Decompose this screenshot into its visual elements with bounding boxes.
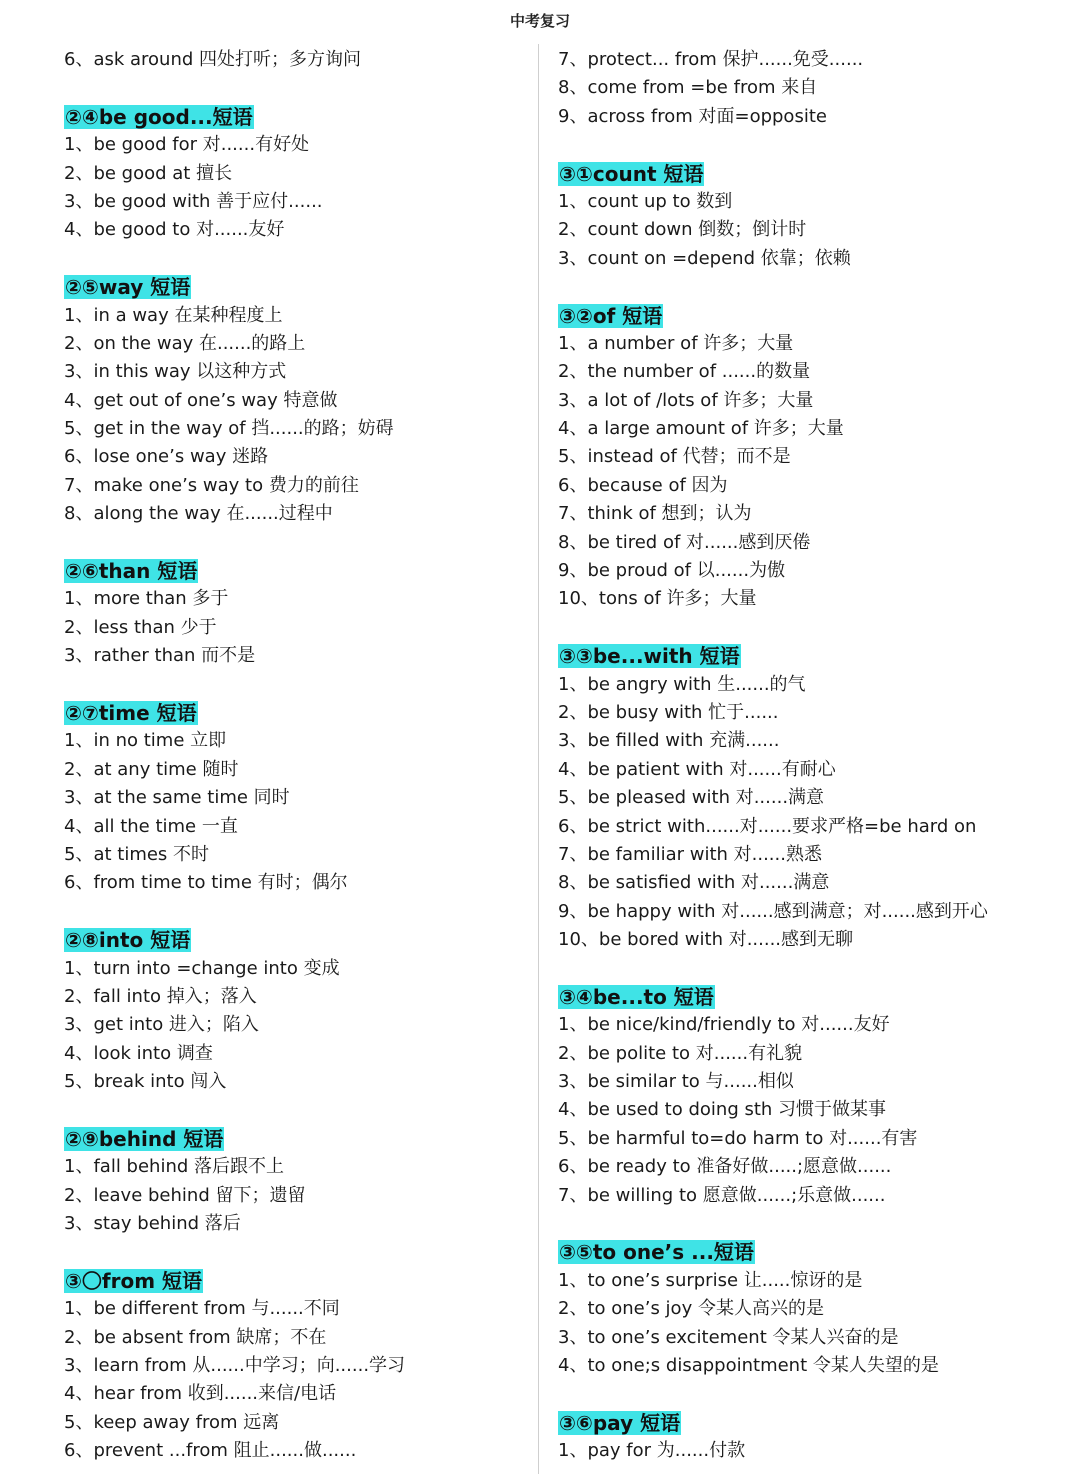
phrase-item: 6、prevent ...from 阻止......做...... [64, 1440, 357, 1462]
section-heading [64, 103, 524, 131]
section-spacer [64, 1096, 524, 1124]
phrase-item: 6、because of 因为 [558, 474, 728, 496]
section-spacer [64, 1238, 524, 1266]
phrase-item: 5、keep away from 远离 [64, 1411, 280, 1433]
phrase-item: 8、be tired of 对......感到厌倦 [558, 531, 811, 553]
phrase-item: 2、on the way 在......的路上 [64, 332, 306, 354]
phrase-item: 3、a lot of /lots of 许多；大量 [558, 389, 814, 411]
phrase-item: 2、to one’s joy 令某人高兴的是 [558, 1298, 824, 1320]
section-spacer [558, 273, 1028, 301]
section-heading [558, 1238, 1028, 1266]
section-spacer [558, 1380, 1028, 1408]
section-heading-label: ③⑥pay 短语 [559, 1410, 681, 1435]
phrase-item: 1、in a way 在某种程度上 [64, 304, 283, 326]
phrase-item: 2、fall into 掉入；落入 [64, 985, 257, 1007]
phrase-item: 1、count up to 数到 [558, 190, 733, 212]
section-heading [558, 1409, 1028, 1437]
section-heading [64, 1125, 524, 1153]
phrase-item: 1、fall behind 落后跟不上 [64, 1156, 285, 1178]
section-heading-label: ③④be...to 短语 [559, 984, 714, 1009]
phrase-item: 5、break into 闯入 [64, 1071, 227, 1093]
phrase-item: 4、be patient with 对......有耐心 [558, 758, 836, 780]
phrase-item: 2、be absent from 缺席；不在 [64, 1326, 327, 1348]
section-heading-label: ②⑧into 短语 [65, 928, 191, 953]
phrase-item: 3、be good with 善于应付...... [64, 190, 323, 212]
phrase-item: 4、be good to 对......友好 [64, 219, 285, 241]
section-heading [558, 160, 1028, 188]
phrase-item: 3、learn from 从......中学习；向......学习 [64, 1354, 406, 1376]
section-spacer [64, 898, 524, 926]
section-spacer [64, 74, 524, 102]
section-heading-label: ③〇from 短语 [65, 1268, 203, 1293]
section-heading [558, 983, 1028, 1011]
phrase-item: 3、rather than 而不是 [64, 645, 256, 667]
phrase-item: 2、be busy with 忙于...... [558, 701, 779, 723]
phrase-item: 5、be pleased with 对......满意 [558, 787, 825, 809]
section-spacer [64, 671, 524, 699]
phrase-item: 7、be willing to 愿意做......;乐意做...... [558, 1184, 886, 1206]
phrase-item: 4、to one;s disappointment 令某人失望的是 [558, 1354, 939, 1376]
phrase-item: 1、be good for 对......有好处 [64, 134, 310, 156]
section-heading [64, 699, 524, 727]
phrase-item: 6、lose one’s way 迷路 [64, 446, 269, 468]
section-spacer [558, 614, 1028, 642]
phrase-item: 7、think of 想到；认为 [558, 503, 752, 525]
phrase-item: 1、be nice/kind/friendly to 对......友好 [558, 1014, 890, 1036]
section-heading-label: ③②of 短语 [559, 303, 663, 328]
section-heading-label: ②⑤way 短语 [65, 275, 191, 300]
phrase-item: 6、ask around 四处打听；多方询问 [64, 49, 362, 70]
left-column [64, 46, 524, 1466]
phrase-item: 4、a large amount of 许多；大量 [558, 418, 844, 440]
phrase-item: 1、a number of 许多；大量 [558, 332, 794, 354]
phrase-item: 3、count on =depend 依靠；依赖 [558, 247, 851, 269]
phrase-item: 6、be ready to 准备好做.....;愿意做...... [558, 1156, 892, 1178]
phrase-item: 1、pay for 为......付款 [558, 1440, 746, 1462]
phrase-item: 1、more than 多于 [64, 588, 229, 610]
phrase-item: 5、at times 不时 [64, 843, 210, 865]
phrase-item: 6、be strict with......对......要求严格=be hard on [558, 815, 977, 837]
phrase-item: 6、from time to time 有时；偶尔 [64, 872, 348, 894]
section-heading-label: ③③be...with 短语 [559, 644, 740, 669]
phrase-item: 1、be different from 与......不同 [64, 1298, 340, 1320]
phrase-item: 2、count down 倒数；倒计时 [558, 219, 807, 241]
phrase-item: 7、protect... from 保护......免受...... [558, 49, 864, 70]
phrase-item: 9、be proud of 以......为傲 [558, 560, 786, 582]
phrase-item: 10、tons of 许多；大量 [558, 588, 757, 610]
section-spacer [64, 245, 524, 273]
section-heading-label: ③⑤to one’s ...短语 [559, 1240, 754, 1265]
phrase-item: 3、at the same time 同时 [64, 787, 290, 809]
phrase-item: 9、across from 对面=opposite [558, 105, 827, 127]
column-divider [538, 44, 539, 1474]
section-heading [558, 642, 1028, 670]
phrase-item: 2、the number of ......的数量 [558, 361, 811, 383]
phrase-item: 1、turn into =change into 变成 [64, 957, 340, 979]
section-heading-label: ③①count 短语 [559, 161, 704, 186]
section-heading [64, 557, 524, 585]
phrase-item: 7、be familiar with 对......熟悉 [558, 843, 822, 865]
phrase-item: 3、be filled with 充满...... [558, 730, 780, 752]
phrase-item: 2、at any time 随时 [64, 758, 239, 780]
section-spacer [558, 1210, 1028, 1238]
phrase-item: 4、be used to doing sth 习惯于做某事 [558, 1099, 887, 1121]
phrase-item: 2、leave behind 留下；遗留 [64, 1184, 306, 1206]
section-heading [64, 273, 524, 301]
phrase-item: 3、in this way 以这种方式 [64, 361, 287, 383]
section-heading-label: ②⑥than 短语 [65, 559, 198, 584]
section-heading-label: ②⑨behind 短语 [65, 1126, 224, 1151]
section-heading-label: ②⑦time 短语 [65, 700, 197, 725]
phrase-item: 4、get out of one’s way 特意做 [64, 389, 338, 411]
phrase-item: 3、be similar to 与......相似 [558, 1071, 794, 1093]
phrase-item: 5、be harmful to=do harm to 对......有害 [558, 1127, 918, 1149]
page-title: 中考复习 [509, 12, 570, 30]
phrase-item: 3、get into 进入；陷入 [64, 1014, 259, 1036]
section-heading-label: ②④be good...短语 [65, 104, 253, 129]
phrase-item: 7、make one’s way to 费力的前往 [64, 474, 359, 496]
section-heading [558, 302, 1028, 330]
phrase-item: 10、be bored with 对......感到无聊 [558, 929, 854, 951]
phrase-item: 9、be happy with 对......感到满意；对......感到开心 [558, 900, 988, 922]
section-heading [64, 926, 524, 954]
phrase-item: 4、all the time 一直 [64, 815, 238, 837]
phrase-item: 4、look into 调查 [64, 1042, 213, 1064]
right-column [558, 46, 1028, 1466]
phrase-item: 2、less than 少于 [64, 616, 217, 638]
phrase-item: 8、be satisfied with 对......满意 [558, 872, 830, 894]
section-spacer [64, 529, 524, 557]
section-heading [64, 1267, 524, 1295]
phrase-item: 3、stay behind 落后 [64, 1213, 241, 1235]
phrase-item: 8、come from =be from 来自 [558, 77, 818, 99]
phrase-item: 2、be good at 擅长 [64, 162, 233, 184]
section-spacer [558, 131, 1028, 159]
phrase-item: 8、along the way 在......过程中 [64, 503, 333, 525]
phrase-item: 5、get in the way of 挡......的路；妨碍 [64, 418, 394, 440]
phrase-item: 3、to one’s excitement 令某人兴奋的是 [558, 1326, 899, 1348]
phrase-item: 1、in no time 立即 [64, 730, 227, 752]
phrase-item: 1、be angry with 生......的气 [558, 673, 806, 695]
phrase-item: 2、be polite to 对......有礼貌 [558, 1042, 803, 1064]
section-spacer [558, 955, 1028, 983]
phrase-item: 5、instead of 代替；而不是 [558, 446, 791, 468]
phrase-item: 1、to one’s surprise 让.....惊讶的是 [558, 1269, 863, 1291]
phrase-item: 4、hear from 收到......来信/电话 [64, 1383, 337, 1405]
